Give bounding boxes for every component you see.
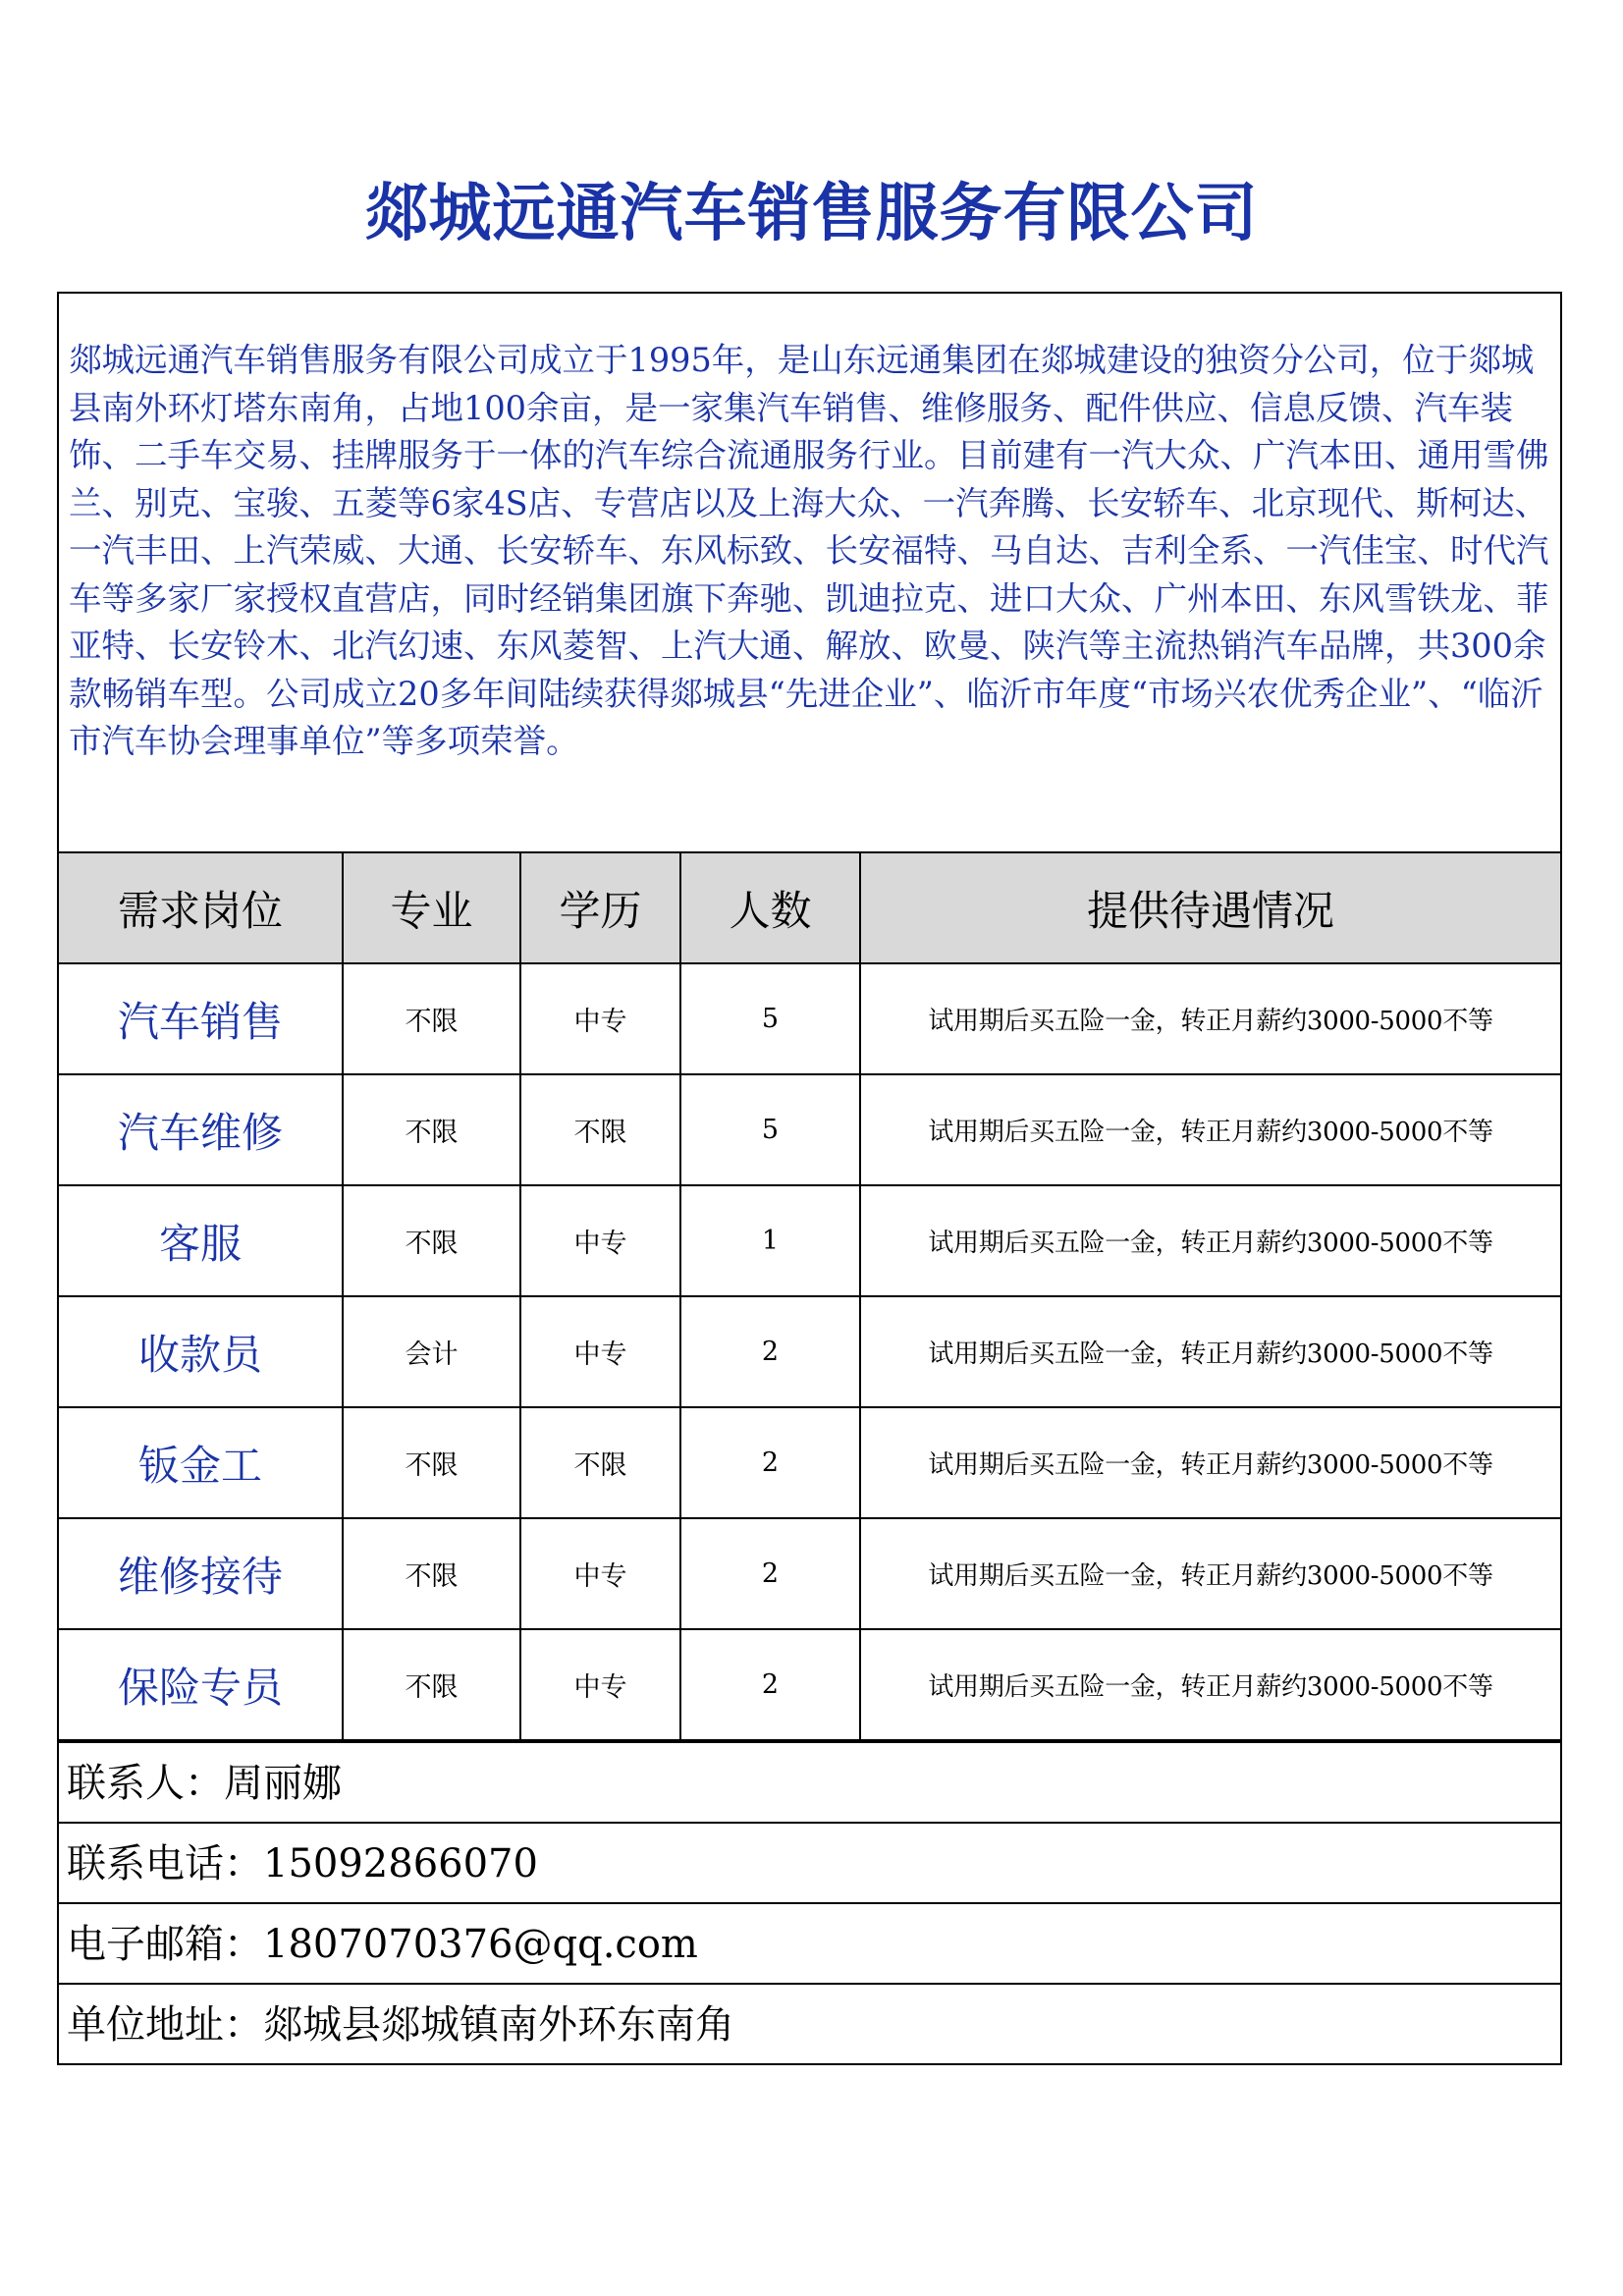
contact-email: 电子邮箱：1807070376@qq.com bbox=[59, 1902, 1560, 1983]
cell-major: 不限 bbox=[343, 963, 520, 1074]
company-introduction: 郯城远通汽车销售服务有限公司成立于1995年，是山东远通集团在郯城建设的独资分公司，位于郯城县南外环灯塔东南角，占地100余亩，是一家集汽车销售、维修服务、配件供应、信息反馈、汽车装饰、二手车交易、挂牌服务于一体的汽车综合流通服务行业。目前建有一汽大众、广汽本田、通用雪佛兰、别克、宝骏、五菱等6家4S店、专营店以及上海大众、一汽奔腾、长安轿车、北京现代、斯柯达、一汽丰田、上汽荣威、大通、长安轿车、东风标致、长安福特、马自达、吉利全系、一汽佳宝、时代汽车等多家厂家授权直营店，同时经销集团旗下奔驰、凯迪拉克、进口大众、广州本田、东风雪铁龙、菲亚特、长安铃木、北汽幻速、东风菱智、上汽大通、解放、欧曼、陕汽等主流热销汽车品牌，共300余款畅销车型。公司成立20多年间陆续获得郯城县“先进企业”、临沂市年度“市场兴农优秀企业”、“临沂市汽车协会理事单位”等多项荣誉。 bbox=[59, 294, 1560, 853]
cell-benefits: 试用期后买五险一金，转正月薪约3000-5000不等 bbox=[860, 1518, 1560, 1629]
cell-position: 汽车销售 bbox=[59, 963, 343, 1074]
cell-education: 中专 bbox=[520, 1629, 680, 1740]
cell-education: 不限 bbox=[520, 1074, 680, 1185]
cell-count: 5 bbox=[680, 1074, 860, 1185]
header-major: 专业 bbox=[343, 853, 520, 963]
cell-education: 中专 bbox=[520, 1185, 680, 1296]
cell-education: 中专 bbox=[520, 1518, 680, 1629]
header-education: 学历 bbox=[520, 853, 680, 963]
table-row bbox=[59, 1629, 1560, 1740]
cell-benefits: 试用期后买五险一金，转正月薪约3000-5000不等 bbox=[860, 1629, 1560, 1740]
cell-position: 客服 bbox=[59, 1185, 343, 1296]
cell-count: 5 bbox=[680, 963, 860, 1074]
cell-major: 不限 bbox=[343, 1185, 520, 1296]
cell-major: 不限 bbox=[343, 1629, 520, 1740]
cell-position: 保险专员 bbox=[59, 1629, 343, 1740]
cell-count: 1 bbox=[680, 1185, 860, 1296]
contact-person: 联系人：周丽娜 bbox=[59, 1741, 1560, 1822]
cell-position: 钣金工 bbox=[59, 1407, 343, 1518]
table-row bbox=[59, 1074, 1560, 1185]
header-position: 需求岗位 bbox=[59, 853, 343, 963]
table-header-row bbox=[59, 853, 1560, 963]
job-table bbox=[59, 853, 1560, 1741]
table-row bbox=[59, 1185, 1560, 1296]
contact-address: 单位地址：郯城县郯城镇南外环东南角 bbox=[59, 1983, 1560, 2063]
cell-education: 中专 bbox=[520, 1296, 680, 1407]
cell-count: 2 bbox=[680, 1518, 860, 1629]
cell-major: 不限 bbox=[343, 1074, 520, 1185]
header-count: 人数 bbox=[680, 853, 860, 963]
cell-position: 汽车维修 bbox=[59, 1074, 343, 1185]
table-row bbox=[59, 1296, 1560, 1407]
header-benefits: 提供待遇情况 bbox=[860, 853, 1560, 963]
cell-major: 不限 bbox=[343, 1407, 520, 1518]
recruitment-sheet bbox=[57, 292, 1562, 2065]
cell-count: 2 bbox=[680, 1407, 860, 1518]
page-title: 郯城远通汽车销售服务有限公司 bbox=[364, 178, 1259, 250]
cell-benefits: 试用期后买五险一金，转正月薪约3000-5000不等 bbox=[860, 1296, 1560, 1407]
table-row bbox=[59, 1518, 1560, 1629]
cell-position: 收款员 bbox=[59, 1296, 343, 1407]
cell-major: 不限 bbox=[343, 1518, 520, 1629]
contact-phone: 联系电话：15092866070 bbox=[59, 1822, 1560, 1902]
table-row bbox=[59, 1407, 1560, 1518]
cell-count: 2 bbox=[680, 1629, 860, 1740]
cell-benefits: 试用期后买五险一金，转正月薪约3000-5000不等 bbox=[860, 963, 1560, 1074]
cell-education: 中专 bbox=[520, 963, 680, 1074]
cell-benefits: 试用期后买五险一金，转正月薪约3000-5000不等 bbox=[860, 1074, 1560, 1185]
cell-count: 2 bbox=[680, 1296, 860, 1407]
table-row bbox=[59, 963, 1560, 1074]
cell-education: 不限 bbox=[520, 1407, 680, 1518]
cell-major: 会计 bbox=[343, 1296, 520, 1407]
cell-position: 维修接待 bbox=[59, 1518, 343, 1629]
cell-benefits: 试用期后买五险一金，转正月薪约3000-5000不等 bbox=[860, 1407, 1560, 1518]
cell-benefits: 试用期后买五险一金，转正月薪约3000-5000不等 bbox=[860, 1185, 1560, 1296]
